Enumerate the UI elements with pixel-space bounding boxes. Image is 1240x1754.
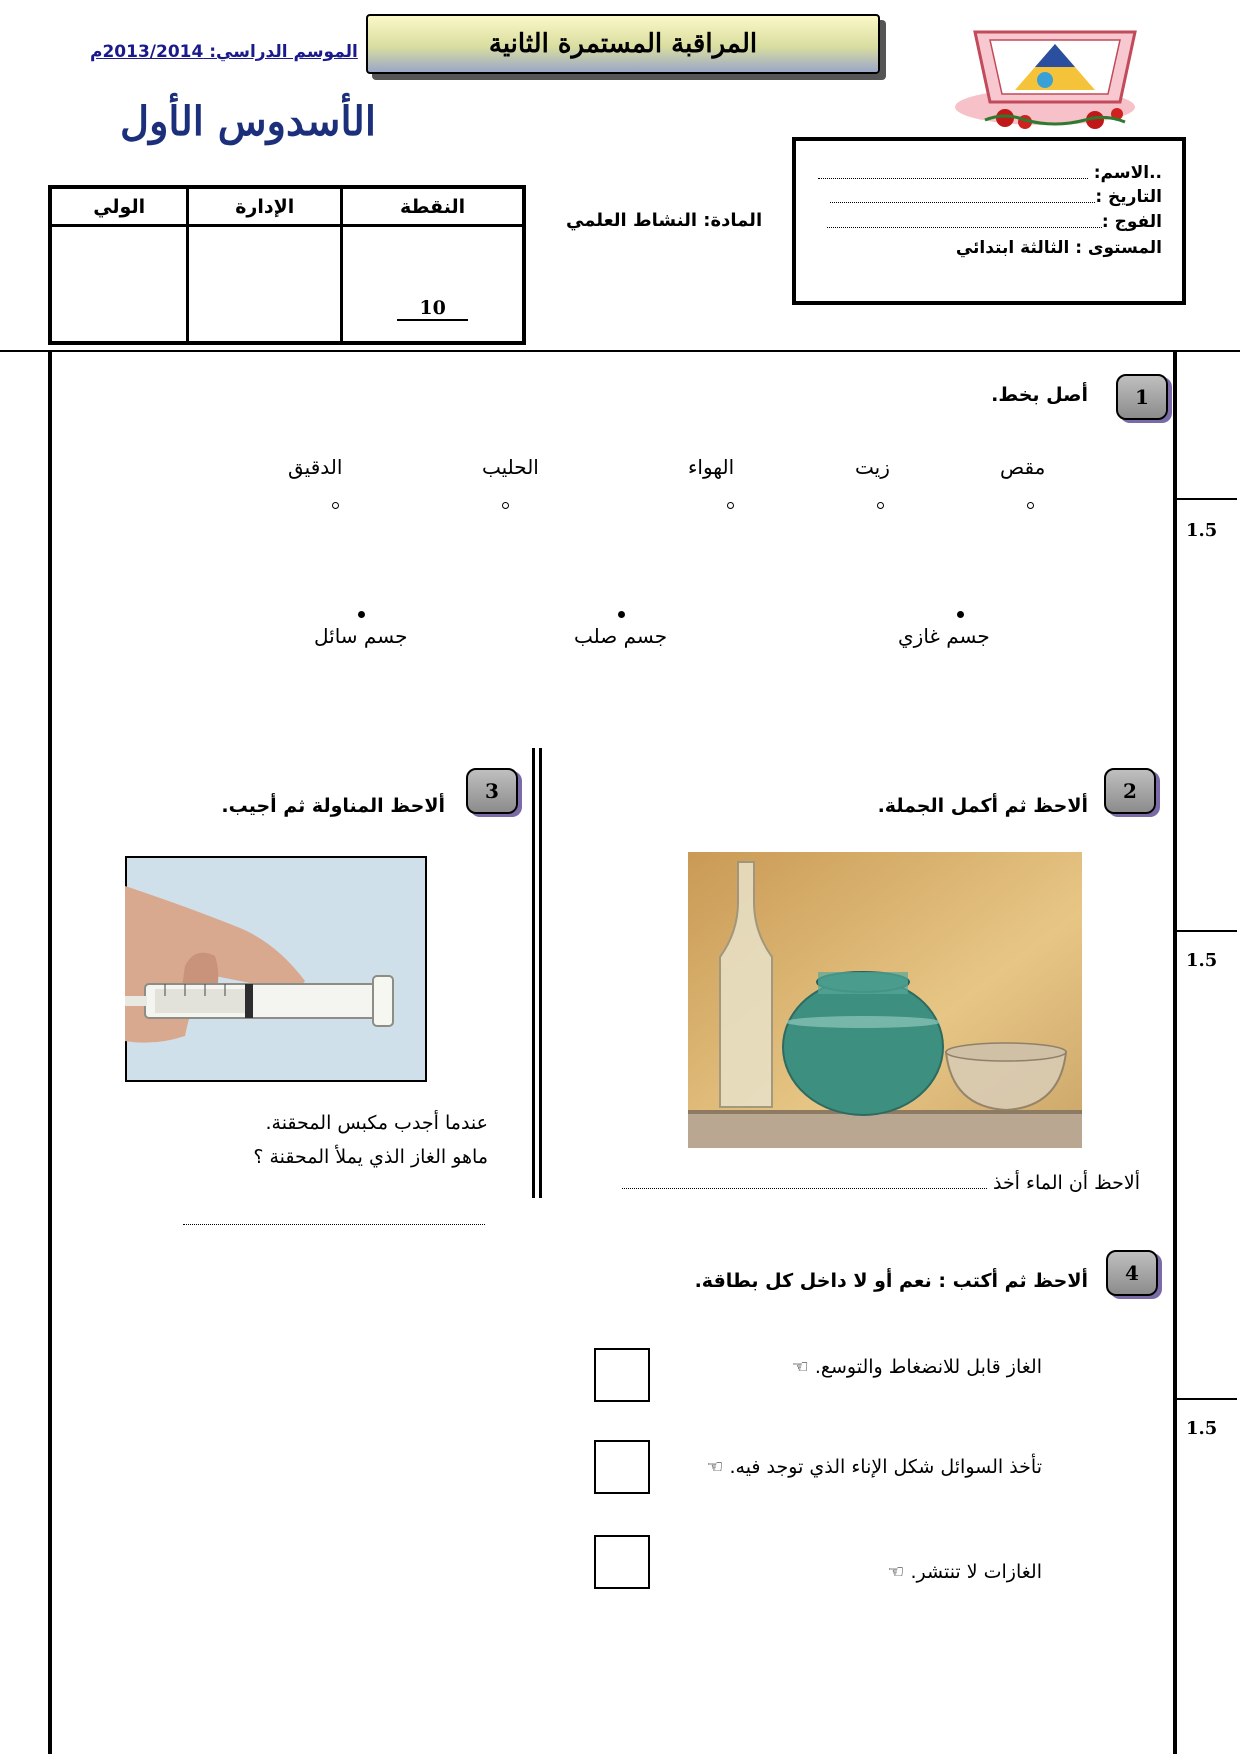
q3-number-badge: 3	[466, 768, 518, 814]
q4-number-badge: 4	[1106, 1250, 1158, 1296]
q4-answer-box-3[interactable]	[594, 1535, 650, 1589]
admin-cell[interactable]	[188, 226, 342, 344]
column-divider-b	[539, 748, 542, 1198]
student-info-box	[792, 137, 1186, 305]
score-table	[48, 185, 526, 345]
name-field[interactable]	[818, 168, 1088, 179]
q1-item-oil: زيت	[855, 455, 890, 479]
q2-sentence: ألاحظ أن الماء أخذ	[992, 1172, 1140, 1194]
q3-title: ألاحظ المناولة ثم أجيب.	[221, 795, 445, 817]
q1-item-milk: الحليب	[482, 455, 539, 479]
admin-header: الإدارة	[188, 187, 342, 226]
q4-title: ألاحظ ثم أكتب : نعم أو لا داخل كل بطاقة.	[694, 1270, 1088, 1292]
guardian-cell[interactable]	[50, 226, 188, 344]
q4-statement-3: الغازات لا تنتشر.	[910, 1561, 1042, 1583]
date-field[interactable]	[830, 192, 1095, 203]
q2-title: ألاحظ ثم أكمل الجملة.	[877, 795, 1088, 817]
q1-item-dot[interactable]	[502, 502, 509, 509]
group-label: الفوج :	[1101, 212, 1162, 232]
q1-item-dot[interactable]	[877, 502, 884, 509]
q1-number-badge: 1	[1116, 374, 1168, 420]
q1-item-dot[interactable]	[1027, 502, 1034, 509]
q3-answer-line[interactable]	[183, 1214, 485, 1225]
exam-title-banner	[366, 14, 880, 74]
level-label: المستوى : الثالثة ابتدائي	[955, 238, 1162, 258]
score-separator-1	[1175, 498, 1237, 500]
column-divider-a	[532, 748, 535, 1198]
exam-title: المراقبة المستمرة الثانية	[488, 29, 758, 59]
left-border	[48, 352, 52, 1754]
containers-photo	[688, 852, 1082, 1148]
q4-answer-box-2[interactable]	[594, 1440, 650, 1494]
score-separator-2	[1175, 930, 1237, 932]
guardian-header: الولي	[50, 187, 188, 226]
pointing-hand-icon: ☜	[706, 1456, 724, 1478]
school-logo	[945, 22, 1155, 132]
q2-answer-line[interactable]	[622, 1178, 987, 1189]
q2-points: 1.5	[1186, 950, 1218, 971]
q1-state-dot[interactable]	[618, 611, 625, 618]
q1-state-solid: جسم صلب	[574, 624, 668, 648]
q1-state-dot[interactable]	[957, 611, 964, 618]
q1-item-flour: الدقيق	[288, 455, 343, 479]
pointing-hand-icon: ☜	[791, 1356, 809, 1378]
date-label: التاريخ :	[1095, 187, 1162, 207]
q1-state-gas: جسم غازي	[898, 624, 990, 648]
score-header: النقطة	[342, 187, 524, 226]
name-label: ..الاسم:	[1093, 163, 1162, 183]
q1-title: أصل بخط.	[991, 384, 1088, 406]
q1-item-scissors: مقص	[1000, 455, 1046, 479]
header-divider	[0, 350, 1240, 352]
score-separator-3	[1175, 1398, 1237, 1400]
q4-statement-1: الغاز قابل للانضغاط والتوسع.	[814, 1356, 1042, 1378]
q4-answer-box-1[interactable]	[594, 1348, 650, 1402]
q1-item-air: الهواء	[688, 455, 735, 479]
q1-points: 1.5	[1186, 520, 1218, 541]
q4-points: 1.5	[1186, 1418, 1218, 1439]
q3-line2: ماهو الغاز الذي يملأ المحقنة ؟	[253, 1146, 488, 1168]
max-score: 10	[397, 297, 467, 321]
score-column-border	[1173, 352, 1177, 1754]
q1-state-liquid: جسم سائل	[314, 624, 408, 648]
score-cell[interactable]	[342, 226, 524, 344]
q1-item-dot[interactable]	[727, 502, 734, 509]
pointing-hand-icon: ☜	[887, 1561, 905, 1583]
subject-label: المادة: النشاط العلمي	[566, 210, 763, 231]
q1-item-dot[interactable]	[332, 502, 339, 509]
q3-line1: عندما أجدب مكبس المحقنة.	[265, 1112, 488, 1134]
school-name: الأسدوس الأول	[120, 98, 376, 145]
school-season: الموسم الدراسي: 2013/2014م	[90, 42, 358, 62]
q4-statement-2: تأخذ السوائل شكل الإناء الذي توجد فيه.	[729, 1456, 1042, 1478]
q1-state-dot[interactable]	[358, 611, 365, 618]
group-field[interactable]	[827, 217, 1102, 228]
syringe-photo	[125, 856, 427, 1082]
q2-number-badge: 2	[1104, 768, 1156, 814]
